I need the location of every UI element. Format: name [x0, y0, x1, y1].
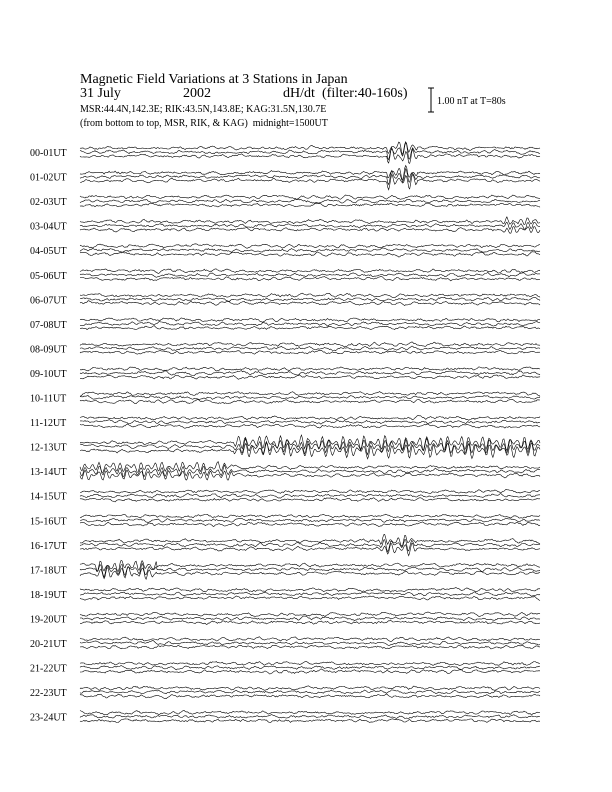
trace-msr [80, 252, 540, 257]
chart-title: Magnetic Field Variations at 3 Stations in Japan [80, 72, 348, 87]
row-label: 21-22UT [30, 663, 67, 675]
quantity-label: dH/dt [283, 86, 315, 101]
trace-kag [80, 637, 540, 642]
scale-bar [428, 88, 434, 112]
midnight-note: midnight=1500UT [252, 118, 328, 129]
trace-msr [80, 522, 540, 527]
trace-kag [80, 142, 540, 155]
row-label: 17-18UT [30, 565, 67, 577]
row-label: 09-10UT [30, 368, 67, 380]
trace-msr [80, 350, 540, 354]
trace-rik [80, 438, 540, 454]
trace-msr [80, 301, 540, 306]
row-label: 19-20UT [30, 614, 67, 626]
trace-rik [80, 169, 540, 185]
trace-msr [80, 399, 540, 403]
trace-kag [80, 318, 540, 322]
trace-rik [80, 690, 540, 694]
trace-kag [80, 588, 540, 592]
trace-msr [80, 669, 540, 674]
trace-kag [80, 244, 540, 248]
trace-kag [80, 367, 540, 371]
trace-kag [80, 686, 540, 691]
row-label: 01-02UT [30, 172, 67, 184]
trace-kag [80, 435, 540, 450]
filter-label: (filter:40-160s) [322, 86, 408, 101]
trace-kag [80, 514, 540, 518]
trace-rik [80, 420, 540, 424]
row-label: 20-21UT [30, 639, 67, 650]
trace-kag [80, 416, 540, 421]
trace-rik [80, 494, 540, 499]
trace-msr [80, 375, 540, 380]
trace-rik [80, 396, 540, 400]
row-label: 00-01UT [30, 148, 67, 159]
trace-msr [80, 424, 540, 428]
row-label: 05-06UT [30, 270, 67, 282]
row-label: 11-12UT [30, 418, 67, 430]
trace-rik [80, 199, 540, 203]
trace-msr [80, 621, 540, 625]
trace-msr [80, 227, 540, 234]
trace-kag [80, 217, 540, 225]
trace-rik [80, 222, 540, 229]
trace-msr [80, 645, 540, 649]
trace-rik [80, 666, 540, 670]
date-year: 2002 [183, 86, 211, 101]
trace-kag [80, 195, 540, 199]
trace-rik [80, 322, 540, 327]
trace-msr [80, 276, 540, 281]
trace-msr [80, 596, 540, 601]
row-label: 22-23UT [30, 688, 67, 700]
trace-kag [80, 293, 540, 298]
row-label: 10-11UT [30, 393, 67, 405]
row-label: 13-14UT [30, 467, 67, 479]
trace-msr [80, 719, 540, 723]
row-label: 23-24UT [30, 712, 67, 724]
date-day: 31 July [80, 86, 121, 101]
row-label: 07-08UT [30, 319, 67, 331]
trace-kag [80, 342, 540, 347]
trace-rik [80, 715, 540, 719]
row-label: 03-04UT [30, 221, 67, 233]
trace-rik [80, 518, 540, 522]
trace-kag [80, 662, 540, 666]
trace-rik [80, 616, 540, 621]
row-label: 06-07UT [30, 295, 67, 307]
trace-kag [80, 612, 540, 617]
trace-kag [80, 534, 540, 546]
row-label: 18-19UT [30, 589, 67, 601]
trace-msr [80, 498, 540, 502]
trace-kag [80, 462, 540, 473]
trace-kag [80, 269, 540, 274]
trace-rik [80, 641, 540, 646]
trace-rik [80, 297, 540, 301]
trace-msr [80, 543, 540, 556]
row-label: 12-13UT [30, 442, 67, 454]
trace-kag [80, 489, 540, 493]
scale-bar-label: 1.00 nT at T=80s [437, 96, 506, 107]
trace-msr [80, 203, 540, 207]
trace-kag [80, 392, 540, 397]
trace-kag [80, 710, 540, 715]
trace-rik [80, 592, 540, 596]
trace-rik [80, 248, 540, 253]
order-note: (from bottom to top, MSR, RIK, & KAG) [80, 118, 248, 129]
row-label: 02-03UT [30, 197, 67, 209]
row-label: 14-15UT [30, 491, 67, 503]
row-label: 16-17UT [30, 540, 67, 552]
trace-rik [80, 346, 540, 350]
row-label: 04-05UT [30, 246, 67, 258]
row-label: 15-16UT [30, 516, 67, 528]
trace-msr [80, 694, 540, 699]
row-label: 08-09UT [30, 344, 67, 356]
station-coordinates: MSR:44.4N,142.3E; RIK:43.5N,143.8E; KAG:31.5N,130.7E [80, 104, 327, 115]
trace-rik [80, 371, 540, 376]
trace-msr [80, 326, 540, 330]
trace-rik [80, 272, 540, 277]
trace-msr [80, 470, 540, 480]
